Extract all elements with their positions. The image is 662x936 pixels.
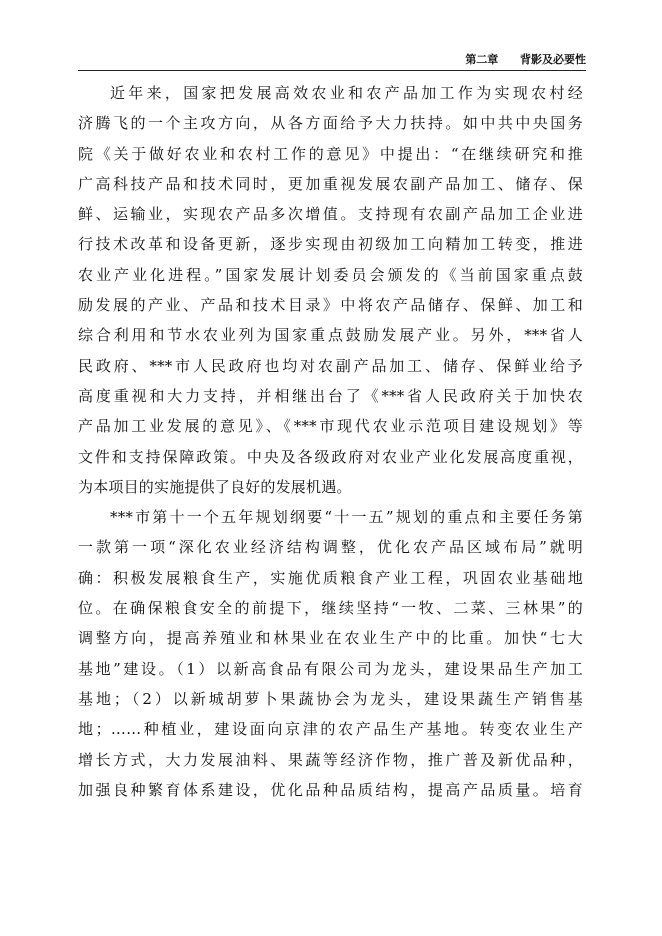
paragraph-line: ***市第十一个五年规划纲要“十一五”规划的重点和主要任务第 bbox=[110, 508, 583, 527]
paragraph-line: 地；……种植业，建设面向京津的农产品生产基地。转变农业生产 bbox=[78, 720, 583, 739]
paragraph-1 bbox=[78, 78, 583, 502]
paragraph-line: 综合利用和节水农业列为国家重点鼓励发展产业。另外，***省人 bbox=[78, 326, 583, 345]
document-body bbox=[78, 78, 583, 805]
paragraph-line: 鲜、运输业，实现农产品多次增值。支持现有农副产品加工企业进 bbox=[78, 205, 583, 224]
paragraph-line: 近年来，国家把发展高效农业和农产品加工作为实现农村经 bbox=[110, 84, 583, 102]
paragraph-line: 为本项目的实施提供了良好的发展机遇。 bbox=[78, 477, 352, 496]
paragraph-line: 增长方式，大力发展油料、果蔬等经济作物，推广普及新优品种， bbox=[78, 750, 583, 769]
paragraph-line: 基地；（2）以新城胡萝卜果蔬协会为龙头，建设果蔬生产销售基 bbox=[78, 689, 583, 708]
paragraph-line: 高度重视和大力支持，并相继出台了《***省人民政府关于加快农 bbox=[78, 386, 583, 405]
paragraph-line: 农业产业化进程。”国家发展计划委员会颁发的《当前国家重点鼓 bbox=[78, 265, 583, 284]
paragraph-line: 调整方向，提高养殖业和林果业在农业生产中的比重。加快“七大 bbox=[78, 629, 583, 648]
paragraph-line: 一款第一项“深化农业经济结构调整，优化农产品区域布局”就明 bbox=[78, 538, 583, 557]
paragraph-2 bbox=[78, 502, 583, 805]
paragraph-line: 加强良种繁育体系建设，优化品种品质结构，提高产品质量。培育 bbox=[78, 780, 583, 799]
paragraph-line: 文件和支持保障政策。中央及各级政府对农业产业化发展高度重视， bbox=[78, 447, 583, 466]
paragraph-line: 产品加工业发展的意见》、《***市现代农业示范项目建设规划》等 bbox=[78, 417, 583, 436]
paragraph-line: 基地”建设。（1）以新高食品有限公司为龙头，建设果品生产加工 bbox=[78, 659, 583, 678]
paragraph-line: 确：积极发展粮食生产，实施优质粮食产业工程，巩固农业基础地 bbox=[78, 568, 583, 587]
paragraph-line: 广高科技产品和技术同时，更加重视发展农副产品加工、储存、保 bbox=[78, 174, 583, 193]
header-section: 背影及必要性 bbox=[520, 53, 586, 66]
paragraph-line: 励发展的产业、产品和技术目录》中将农产品储存、保鲜、加工和 bbox=[78, 296, 583, 315]
header-chapter: 第二章 bbox=[465, 53, 499, 66]
paragraph-line: 院《关于做好农业和农村工作的意见》中提出：“在继续研究和推 bbox=[78, 144, 583, 163]
page-header bbox=[78, 52, 586, 71]
paragraph-line: 位。在确保粮食安全的前提下，继续坚持“一牧、二菜、三林果”的 bbox=[78, 599, 583, 618]
paragraph-line: 民政府、***市人民政府也均对农副产品加工、储存、保鲜业给予 bbox=[78, 356, 583, 375]
paragraph-line: 行技术改革和设备更新，逐步实现由初级加工向精加工转变，推进 bbox=[78, 235, 583, 254]
paragraph-line: 济腾飞的一个主攻方向，从各方面给予大力扶持。如中共中央国务 bbox=[78, 114, 583, 133]
